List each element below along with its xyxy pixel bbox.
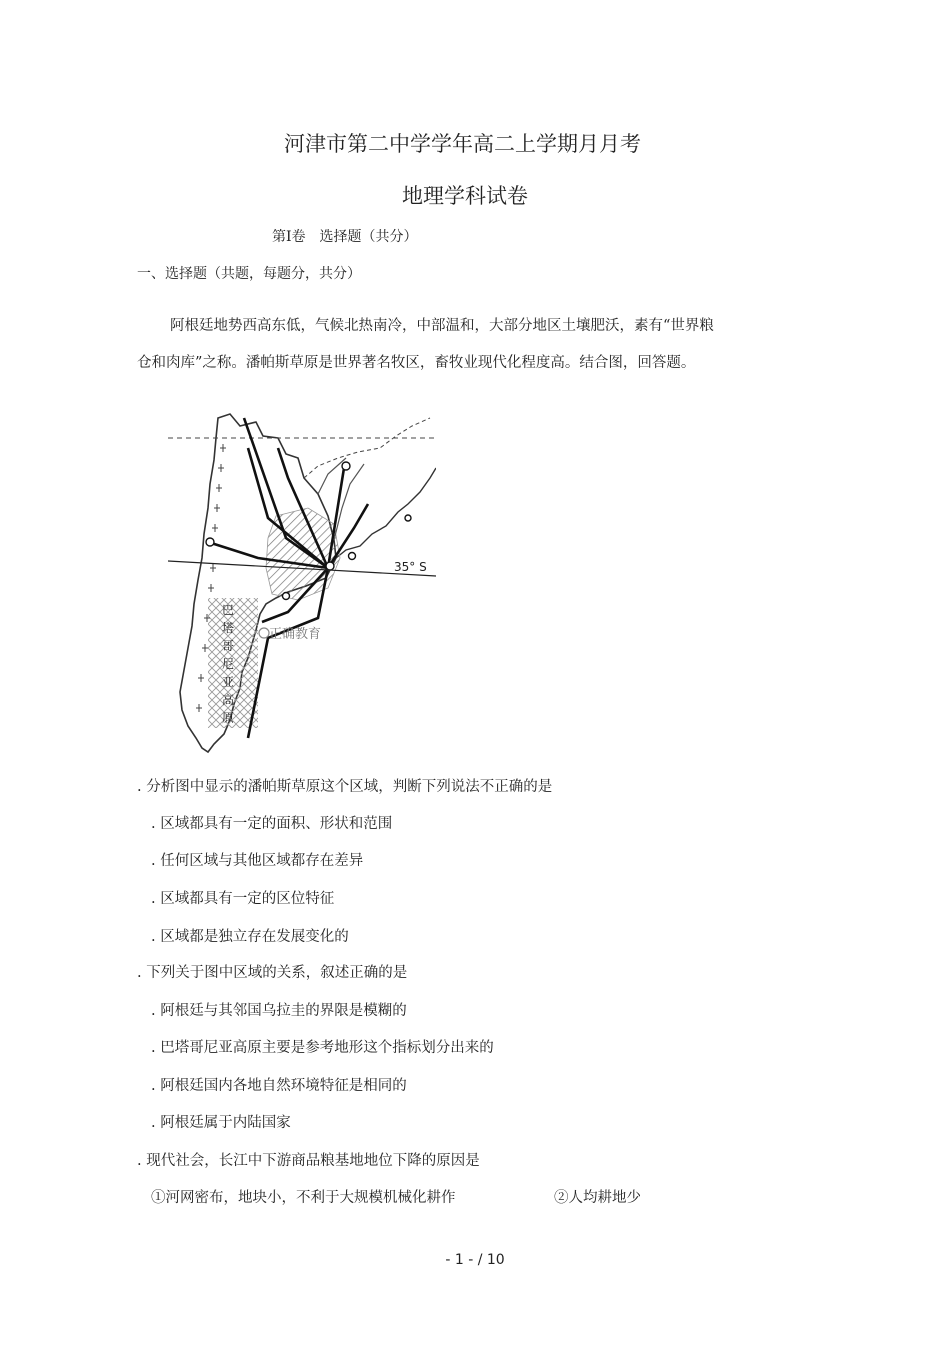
question-3-option: ①河网密布，地块小，不利于大规模机械化耕作 xyxy=(151,1190,456,1206)
latitude-label: 35° S xyxy=(394,560,427,574)
page-title: 河津市第二中学学年高二上学期月月考 xyxy=(284,132,641,156)
plateau-char: 巴 xyxy=(222,603,235,617)
pampas-region xyxy=(266,508,340,600)
question-2-option: . 阿根廷与其邻国乌拉圭的界限是模糊的 xyxy=(151,1003,407,1019)
plateau-char: 尼 xyxy=(222,657,235,671)
plateau-char: 哥 xyxy=(222,639,235,653)
patagonia-label xyxy=(222,603,234,725)
question-2-option: . 阿根廷国内各地自然环境特征是相同的 xyxy=(151,1078,407,1094)
question-3-option: ②人均耕地少 xyxy=(554,1190,641,1206)
plateau-char: 原 xyxy=(222,711,235,725)
question-2-option: . 巴塔哥尼亚高原主要是参考地形这个指标划分出来的 xyxy=(151,1040,494,1056)
question-2-stem: . 下列关于图中区域的关系，叙述正确的是 xyxy=(137,965,408,981)
intro-paragraph-line-2: 仓和肉库”之称。潘帕斯草原是世界著名牧区，畜牧业现代化程度高。结合图，回答题。 xyxy=(137,355,696,371)
watermark-logo-icon xyxy=(259,628,269,638)
neighbor-border xyxy=(304,418,430,478)
section-heading: 一、选择题（共题，每题分，共分） xyxy=(137,266,361,282)
question-2-option: . 阿根廷属于内陆国家 xyxy=(151,1115,291,1131)
watermark-text: 正确教育 xyxy=(269,627,322,642)
question-1-option: . 区域都具有一定的面积、形状和范围 xyxy=(151,816,393,832)
plateau-char: 高 xyxy=(222,693,235,707)
argentina-map xyxy=(168,408,436,760)
neighbor-coast xyxy=(336,468,436,558)
question-1-stem: . 分析图中显示的潘帕斯草原这个区域，判断下列说法不正确的是 xyxy=(137,779,553,795)
plateau-char: 亚 xyxy=(222,675,235,689)
question-1-option: . 区域都是独立存在发展变化的 xyxy=(151,929,349,945)
page-number: - 1 - / 10 xyxy=(445,1252,505,1268)
volume-heading: 第Ⅰ卷 选择题（共分） xyxy=(272,229,418,245)
page-subtitle: 地理学科试卷 xyxy=(402,184,528,208)
question-1-option: . 区域都具有一定的区位特征 xyxy=(151,891,335,907)
intro-paragraph-line-1: 阿根廷地势西高东低，气候北热南冷，中部温和，大部分地区土壤肥沃，素有“世界粮 xyxy=(170,318,714,334)
plateau-char: 塔 xyxy=(222,621,235,635)
question-3-stem: . 现代社会，长江中下游商品粮基地地位下降的原因是 xyxy=(137,1153,480,1169)
question-1-option: . 任何区域与其他区域都存在差异 xyxy=(151,853,364,869)
